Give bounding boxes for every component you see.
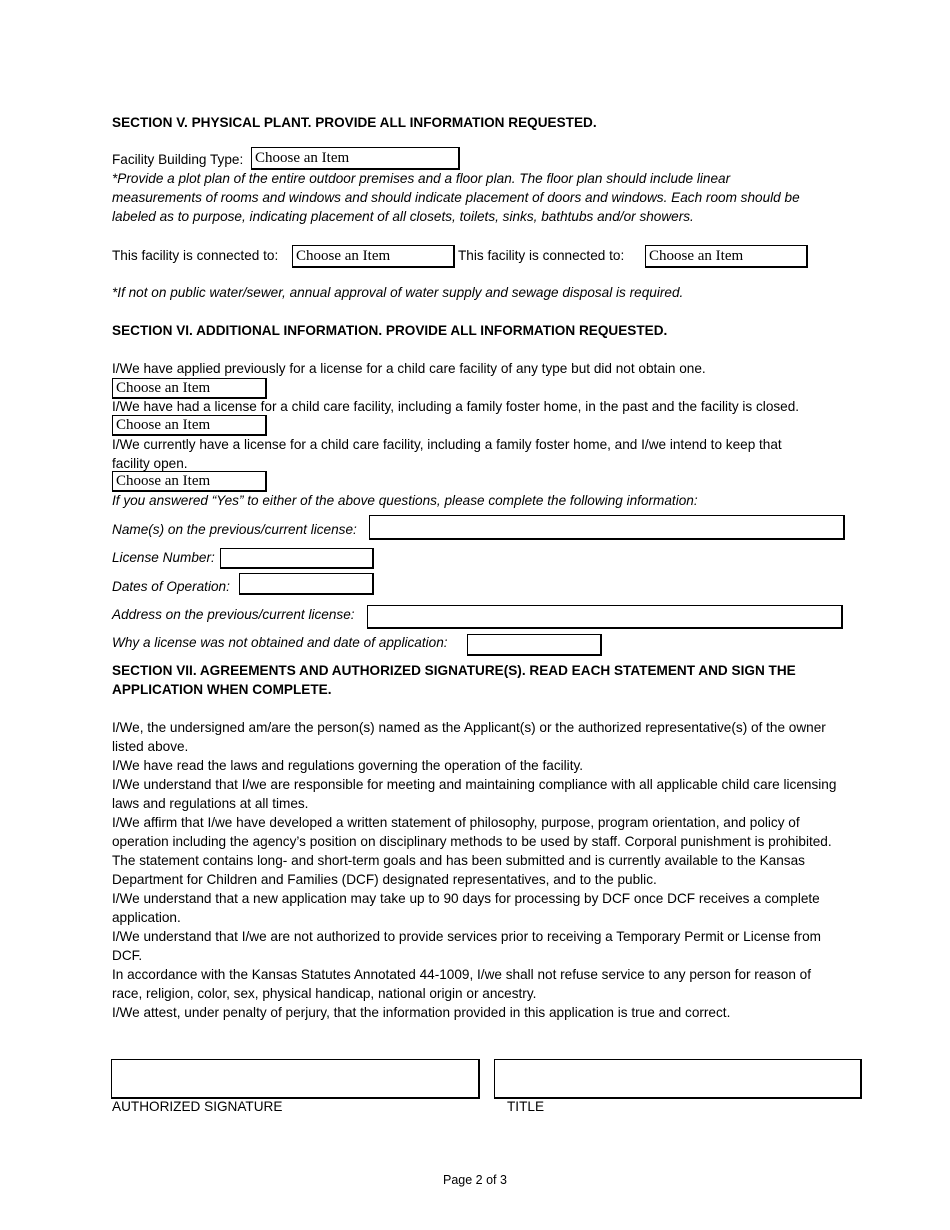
agreement-statements — [112, 718, 842, 1022]
license-number-field[interactable] — [220, 548, 374, 569]
had-license-select[interactable]: Choose an Item — [112, 415, 267, 436]
question-applied-previously: I/We have applied previously for a license for a child care facility of any type but did not obtain one. — [112, 361, 706, 376]
authorized-signature-field[interactable] — [111, 1059, 480, 1099]
page-number: Page 2 of 3 — [443, 1173, 507, 1187]
plot-note-line-3: labeled as to purpose, indicating placement of all closets, toilets, sinks, bathtubs and/or showers. — [112, 209, 694, 224]
address-on-license-field[interactable] — [367, 605, 843, 629]
statement-not-authorized: I/We understand that I/we are not authorized to provide services prior to receiving a Temporary Permit or License from DCF. — [112, 929, 821, 963]
title-field[interactable] — [494, 1059, 862, 1099]
license-number-label: License Number: — [112, 550, 215, 565]
statement-read-laws: I/We have read the laws and regulations governing the operation of the facility. — [112, 758, 584, 773]
applied-previously-select[interactable]: Choose an Item — [112, 378, 267, 399]
connected-label-2: This facility is connected to: — [458, 248, 625, 263]
section-7-heading-line-2: APPLICATION WHEN COMPLETE. — [112, 682, 332, 697]
names-on-license-field[interactable] — [369, 515, 845, 540]
dates-of-operation-label: Dates of Operation: — [112, 579, 230, 594]
authorized-signature-label: AUTHORIZED SIGNATURE — [112, 1099, 283, 1114]
connected-select-1[interactable]: Choose an Item — [292, 245, 455, 268]
statement-applicant: I/We, the undersigned am/are the person(s) named as the Applicant(s) or the authorized representative(s) of the owner listed above. — [112, 720, 826, 754]
plot-note-line-1: *Provide a plot plan of the entire outdoor premises and a floor plan. The floor plan should include linear — [112, 171, 731, 186]
title-label: TITLE — [507, 1099, 545, 1114]
statement-non-discrimination: In accordance with the Kansas Statutes Annotated 44-1009, I/we shall not refuse service to any person for reason of race, religion, color, sex, physical handicap, national origin or ancestry. — [112, 967, 811, 1001]
followup-note: If you answered “Yes” to either of the above questions, please complete the following information: — [112, 493, 698, 508]
section-7-heading-line-1: SECTION VII. AGREEMENTS AND AUTHORIZED SIGNATURE(S). READ EACH STATEMENT AND SIGN THE — [112, 663, 796, 678]
statement-compliance: I/We understand that I/we are responsible for meeting and maintaining compliance with all applicable child care licensing laws and regulations at all times. — [112, 777, 837, 811]
statement-attest: I/We attest, under penalty of perjury, that the information provided in this application is true and correct. — [112, 1005, 731, 1020]
current-license-select[interactable]: Choose an Item — [112, 471, 267, 492]
question-current-license-line-2: facility open. — [112, 456, 188, 471]
question-had-license: I/We have had a license for a child care facility, including a family foster home, in the past and the facility is closed. — [112, 399, 800, 414]
dates-of-operation-field[interactable] — [239, 573, 374, 595]
why-not-obtained-field[interactable] — [467, 634, 602, 656]
water-sewer-note: *If not on public water/sewer, annual approval of water supply and sewage disposal is required. — [112, 285, 684, 300]
section-5-heading: SECTION V. PHYSICAL PLANT. PROVIDE ALL INFORMATION REQUESTED. — [112, 115, 597, 130]
why-not-obtained-label: Why a license was not obtained and date of application: — [112, 635, 448, 650]
statement-philosophy: I/We affirm that I/we have developed a written statement of philosophy, purpose, program orientation, and policy of operation including the agency’s position on disciplinary methods to be used by staff. Corporal punishment is prohibited. The statement contains long- and short-term goals and has been submitted and is currently available to the Kansas Department for Children and Families (DCF) designated representatives, and to the public. — [112, 815, 832, 887]
building-type-select[interactable]: Choose an Item — [251, 147, 460, 170]
connected-label-1: This facility is connected to: — [112, 248, 279, 263]
statement-processing-time: I/We understand that a new application may take up to 90 days for processing by DCF once DCF receives a complete application. — [112, 891, 820, 925]
address-on-license-label: Address on the previous/current license: — [112, 607, 355, 622]
plot-note-line-2: measurements of rooms and windows and should indicate placement of doors and windows. Each room should be — [112, 190, 800, 205]
section-6-heading: SECTION VI. ADDITIONAL INFORMATION. PROVIDE ALL INFORMATION REQUESTED. — [112, 323, 668, 338]
building-type-label: Facility Building Type: — [112, 152, 244, 167]
names-on-license-label: Name(s) on the previous/current license: — [112, 522, 357, 537]
question-current-license-line-1: I/We currently have a license for a child care facility, including a family foster home, and I/we intend to keep that — [112, 437, 782, 452]
connected-select-2[interactable]: Choose an Item — [645, 245, 808, 268]
